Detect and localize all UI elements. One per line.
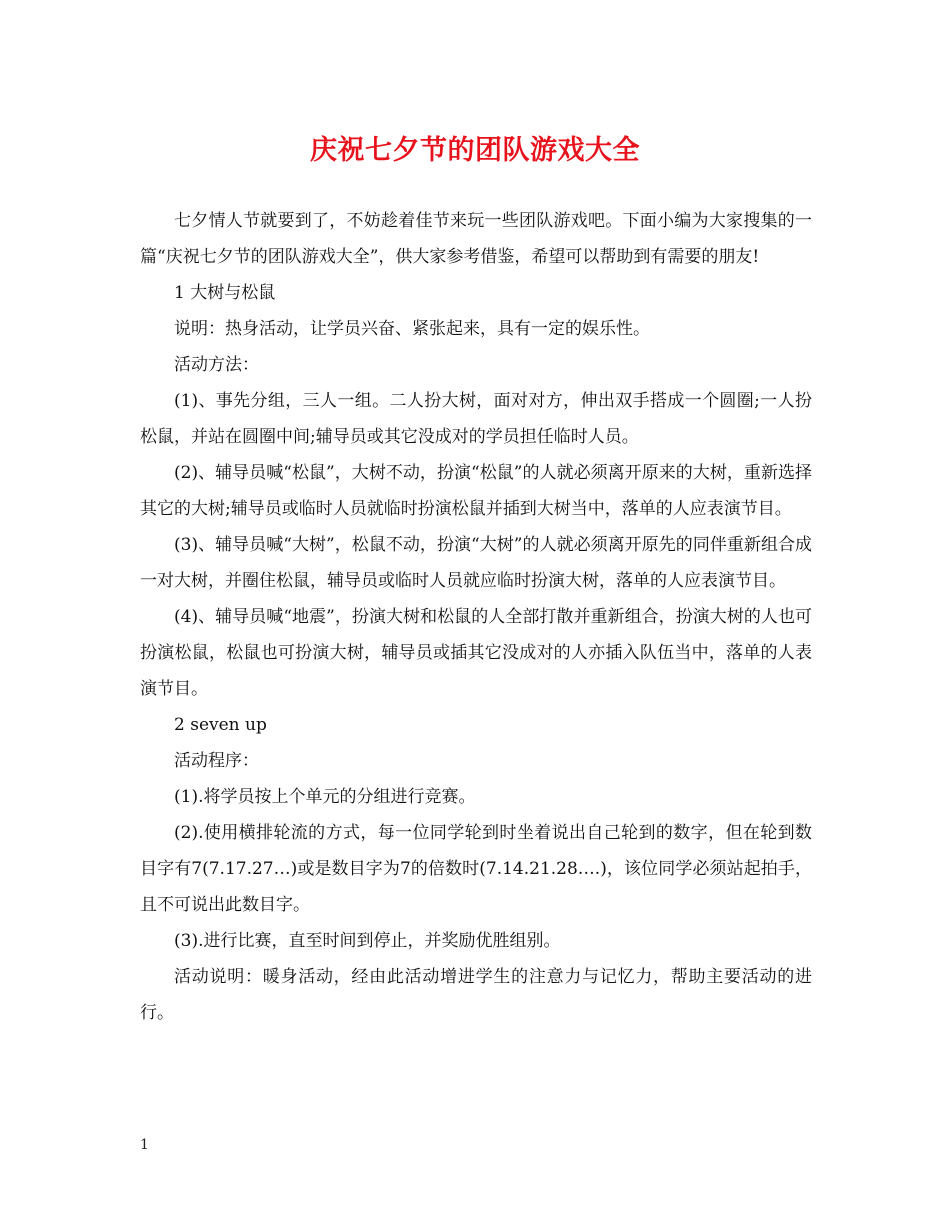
- paragraph: 活动方法：: [174, 355, 259, 375]
- paragraph: 活动程序：: [174, 751, 259, 771]
- document-title: 庆祝七夕节的团队游戏大全: [310, 135, 640, 166]
- section-heading-1: 1 大树与松鼠: [174, 283, 276, 303]
- paragraph-intro: 七夕情人节就要到了，不妨趁着佳节来玩一些团队游戏吧。下面小编为大家搜集的一篇“庆祝七夕节的团队游戏大全”，供大家参考借鉴，希望可以帮助到有需要的朋友!: [140, 211, 812, 267]
- paragraph: (1)、事先分组，三人一组。二人扮大树，面对对方，伸出双手搭成一个圆圈;一人扮松鼠，并站在圆圈中间;辅导员或其它没成对的学员担任临时人员。: [140, 391, 812, 447]
- paragraph: (2).使用横排轮流的方式，每一位同学轮到时坐着说出自己轮到的数字，但在轮到数目字有7(7.17.27…)或是数目字为7的倍数时(7.14.21.28….)，该位同学必须站起拍手，且不可说出此数目字。: [140, 823, 812, 915]
- paragraph: (3)、辅导员喊“大树”，松鼠不动，扮演“大树”的人就必须离开原先的同伴重新组合成一对大树，并圈住松鼠，辅导员或临时人员就应临时扮演大树，落单的人应表演节目。: [140, 535, 812, 591]
- section-heading-2: 2 seven up: [174, 715, 267, 735]
- paragraph: 活动说明：暖身活动，经由此活动增进学生的注意力与记忆力，帮助主要活动的进行。: [140, 967, 812, 1023]
- paragraph: (1).将学员按上个单元的分组进行竞赛。: [174, 787, 476, 807]
- document-body: [140, 203, 812, 1031]
- paragraph: (4)、辅导员喊“地震”，扮演大树和松鼠的人全部打散并重新组合，扮演大树的人也可扮演松鼠，松鼠也可扮演大树，辅导员或插其它没成对的人亦插入队伍当中，落单的人表演节目。: [140, 607, 812, 699]
- paragraph: (2)、辅导员喊“松鼠”，大树不动，扮演“松鼠”的人就必须离开原来的大树，重新选择其它的大树;辅导员或临时人员就临时扮演松鼠并插到大树当中，落单的人应表演节目。: [140, 463, 812, 519]
- paragraph: (3).进行比赛，直至时间到停止，并奖励优胜组别。: [174, 931, 561, 951]
- paragraph: 说明：热身活动，让学员兴奋、紧张起来，具有一定的娱乐性。: [174, 319, 650, 339]
- page-number: 1: [140, 1137, 149, 1153]
